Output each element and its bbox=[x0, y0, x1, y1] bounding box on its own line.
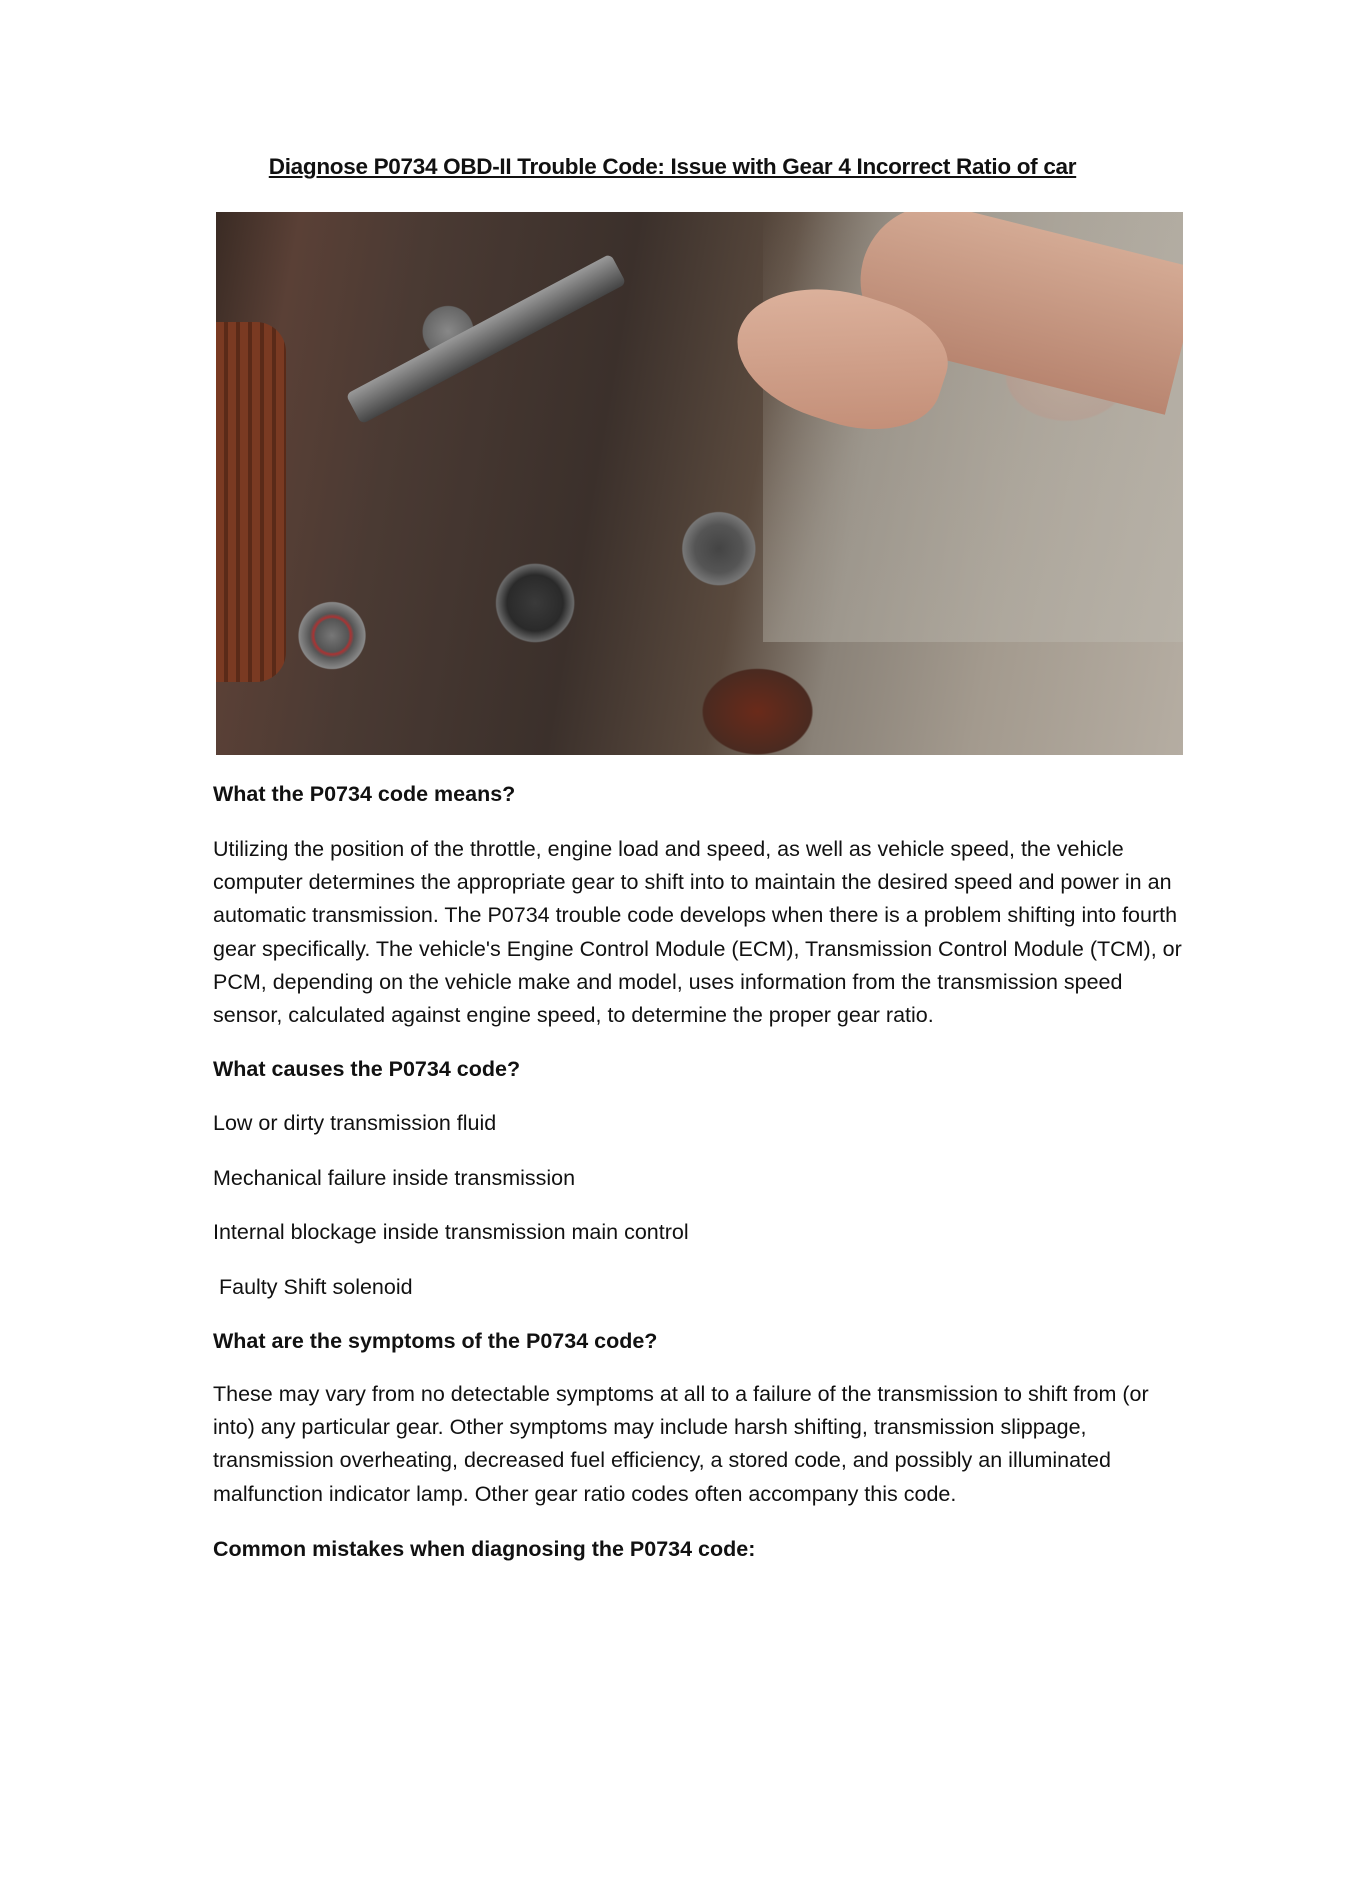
section-paragraph-symptoms: These may vary from no detectable symptoms at all to a failure of the transmission to shift from (or into) any particular gear. Other symptoms may include harsh shifting, transmission slippage, transmission overheating, decreased fuel efficiency, a stored code, and possibly an illuminated malfunction indicator lamp. Other gear ratio codes often accompany this code. bbox=[213, 1382, 1149, 1506]
section-heading-mistakes: Common mistakes when diagnosing the P0734 code: bbox=[213, 1537, 756, 1561]
transmission-photo bbox=[216, 212, 1183, 755]
cause-item: Mechanical failure inside transmission bbox=[213, 1166, 576, 1190]
page-title: Diagnose P0734 OBD-II Trouble Code: Issue with Gear 4 Incorrect Ratio of car bbox=[268, 154, 1077, 179]
cause-item: Faulty Shift solenoid bbox=[213, 1275, 413, 1299]
section-heading-symptoms: What are the symptoms of the P0734 code? bbox=[213, 1329, 658, 1353]
clutch-band bbox=[216, 322, 286, 682]
cause-item: Internal blockage inside transmission main control bbox=[213, 1220, 689, 1244]
section-heading-causes: What causes the P0734 code? bbox=[213, 1057, 521, 1081]
section-heading-meaning: What the P0734 code means? bbox=[213, 782, 516, 806]
section-paragraph-meaning: Utilizing the position of the throttle, engine load and speed, as well as vehicle speed, the vehicle computer determines the appropriate gear to shift into to maintain the desired speed and power in an automatic transmission. The P0734 trouble code develops when there is a problem shifting into fourth gear specifically. The vehicle's Engine Control Module (ECM), Transmission Control Module (TCM), or PCM, depending on the vehicle make and model, uses information from the transmission speed sensor, calculated against engine speed, to determine the proper gear ratio. bbox=[213, 837, 1182, 1028]
gear-shaft bbox=[346, 254, 627, 425]
cause-item: Low or dirty transmission fluid bbox=[213, 1111, 497, 1135]
